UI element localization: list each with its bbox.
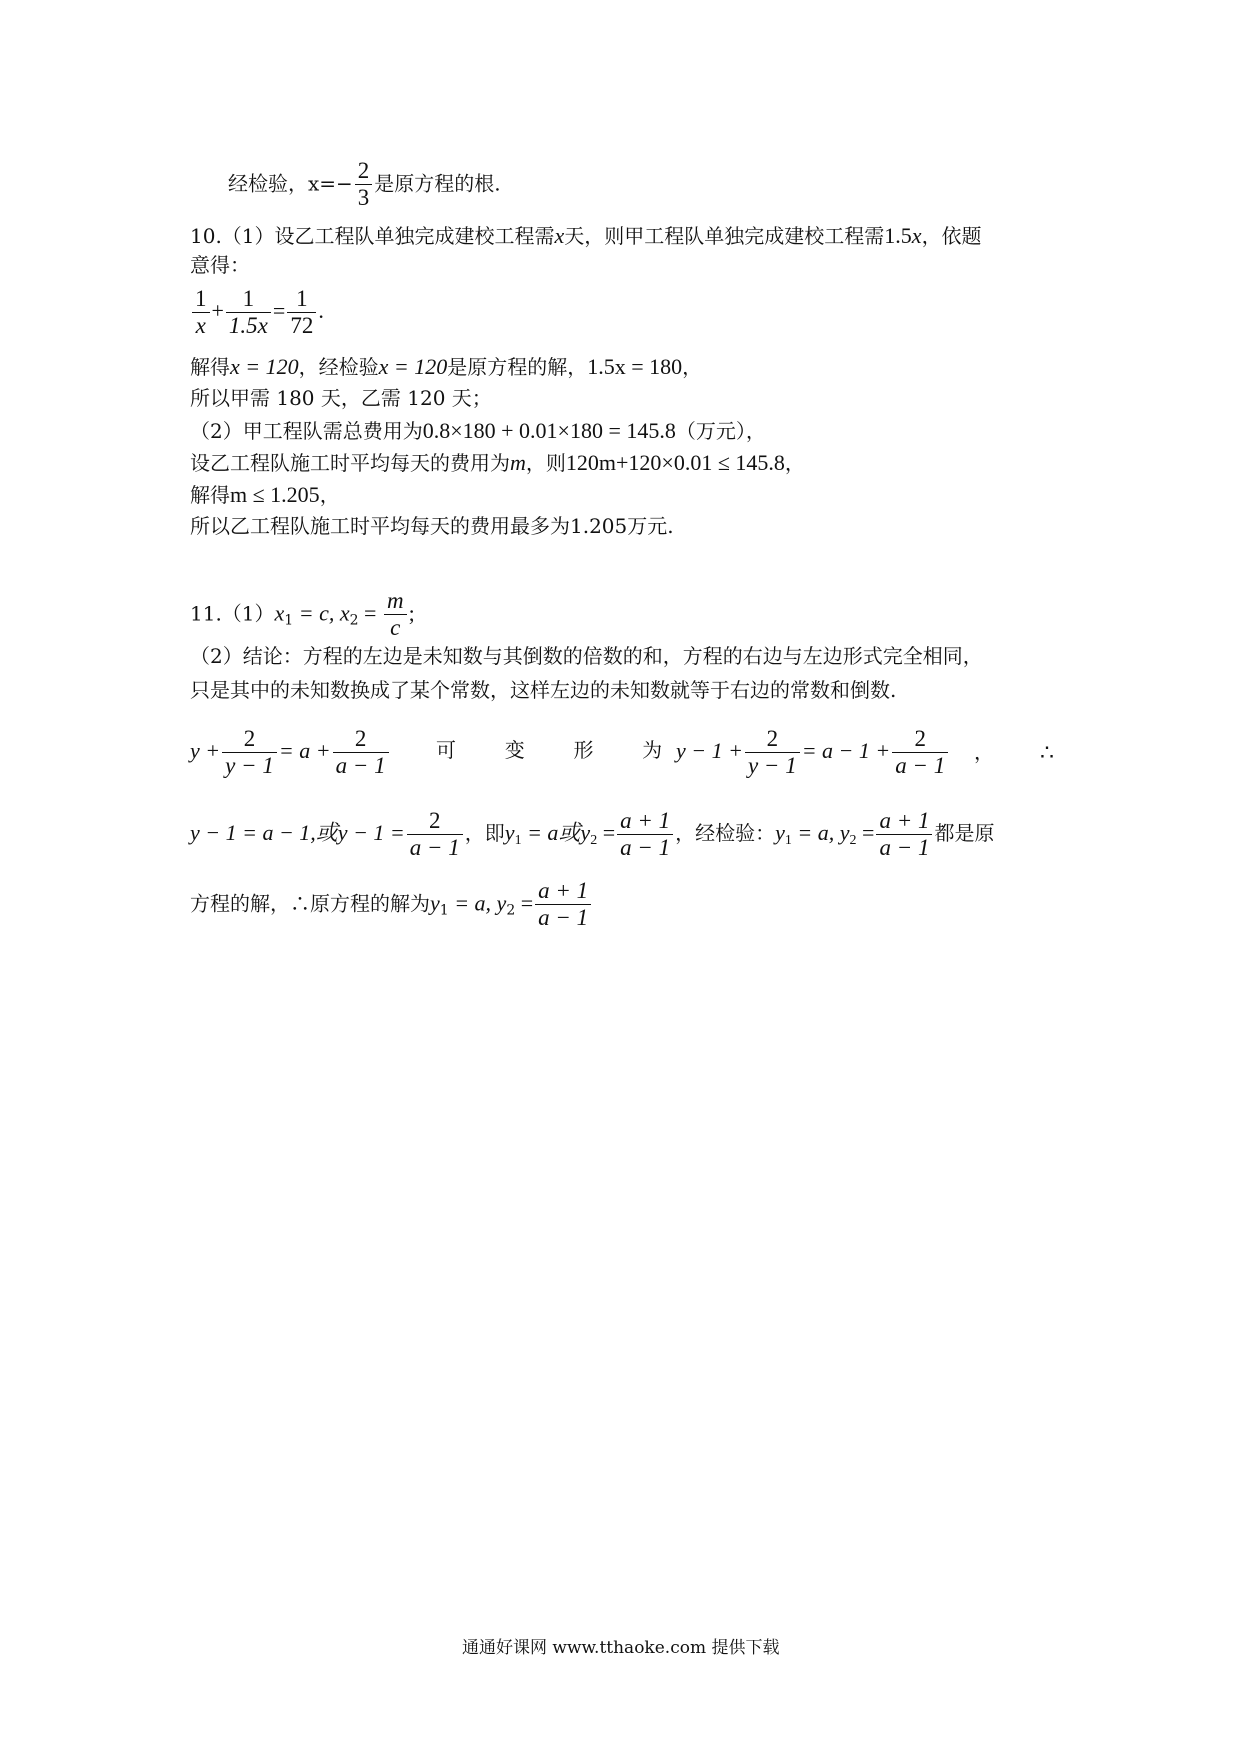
subscript: 1 (784, 832, 792, 848)
text: 是原方程的根. (374, 171, 501, 196)
text: 解得 (190, 355, 230, 379)
transform-result (676, 726, 950, 780)
text: 都是原 (934, 820, 995, 845)
denominator: a − 1 (333, 752, 389, 779)
text: 形 (573, 738, 594, 762)
solution-line-a (190, 808, 994, 862)
subscript: 1 (439, 902, 449, 919)
math: y − 1 = a − 1,或y − 1 = (190, 819, 405, 845)
text: ， (319, 483, 340, 507)
math: y (775, 819, 785, 845)
fraction (745, 726, 800, 780)
q10-intro-line-2 (190, 255, 250, 275)
math: y − 1 + (676, 737, 743, 763)
text: ，则 (525, 451, 566, 475)
part2-line-4 (190, 516, 674, 536)
conclusion-line-2 (190, 680, 896, 700)
text: 是原方程的解， (447, 355, 588, 379)
text: 只是其中的未知数换成了某个常数，这样左边的未知数就等于右边的常数和倒数. (190, 678, 897, 702)
numerator: a + 1 (879, 808, 930, 833)
solution-line-2 (190, 388, 492, 408)
text: 11.（1） (190, 601, 275, 626)
therefore-symbol (1040, 742, 1054, 764)
subscript: 2 (590, 832, 598, 848)
operator: + (211, 297, 224, 323)
fraction (192, 286, 210, 340)
numerator: a + 1 (538, 878, 589, 903)
equation-1 (190, 286, 324, 340)
part2-line-3 (190, 484, 340, 506)
transform-punct (974, 742, 994, 762)
subscript: 2 (349, 612, 359, 629)
text: 所以乙工程队施工时平均每天的费用最多为1.205万元. (190, 514, 674, 538)
denominator: y − 1 (222, 752, 277, 779)
subscript: 2 (849, 832, 857, 848)
denominator: y − 1 (745, 752, 800, 779)
math-var: m (510, 450, 526, 475)
part2-line-2 (190, 452, 805, 474)
fraction (333, 726, 389, 780)
numerator: 2 (914, 726, 927, 751)
math: 120m+120×0.01 ≤ 145.8 (565, 450, 785, 475)
footer-text: 通通好课网 www.tthaoke.com 提供下载 (462, 1638, 780, 1658)
math: m ≤ 1.205 (230, 482, 320, 507)
numerator: 1 (296, 286, 308, 311)
text: 设乙工程队施工时平均每天的费用为 (190, 451, 510, 475)
denominator: 72 (287, 312, 316, 339)
numerator: 2 (357, 158, 370, 183)
math: = c, x (293, 600, 350, 626)
operator: = (272, 297, 286, 323)
text: ，经检验 (298, 355, 379, 379)
math: = (515, 890, 534, 916)
numerator: 1 (195, 286, 207, 311)
math: x = 120 (230, 354, 299, 379)
transform-words (436, 740, 662, 760)
text: ，即 (464, 820, 505, 845)
text: 天，则甲工程队单独完成建校工程需 (564, 224, 885, 248)
text: （2）结论：方程的左边是未知数与其倒数的倍数的和，方程的右边与左边形式完全相同， (190, 644, 983, 668)
fraction (287, 286, 316, 340)
math: = (358, 600, 382, 626)
math: 1.5x = 180 (587, 354, 683, 379)
numerator: 1 (242, 286, 255, 311)
text: . (318, 297, 324, 323)
text: 意得： (190, 253, 250, 277)
math: = a + (278, 737, 331, 763)
fraction (535, 878, 591, 932)
text: （2）甲工程队需总费用为 (190, 419, 423, 443)
denominator: 3 (355, 184, 373, 211)
numerator: 2 (766, 726, 779, 751)
numerator: 2 (429, 808, 441, 833)
transform-line (190, 726, 391, 780)
math: x = 120 (378, 354, 448, 379)
fraction (222, 726, 277, 780)
text: ， (682, 355, 703, 379)
denominator: 1.5x (226, 312, 271, 339)
math: 1.5 (884, 223, 912, 248)
math-var: x (911, 223, 922, 248)
math-var: x (554, 223, 565, 248)
math: y (430, 890, 440, 916)
denominator: c (384, 614, 407, 641)
q10-intro-line (190, 225, 982, 247)
fraction (617, 808, 673, 862)
denominator: a − 1 (407, 834, 463, 861)
text: ， (974, 740, 994, 764)
fraction (407, 808, 463, 862)
page-footer (462, 1640, 779, 1657)
math: = a或y (521, 819, 591, 845)
text: 所以甲需 180 天，乙需 120 天； (190, 386, 492, 410)
denominator: a − 1 (617, 834, 673, 861)
numerator: 2 (354, 726, 367, 751)
text: 为 (642, 738, 663, 762)
text: ，经检验： (675, 820, 776, 845)
text: 可 (436, 738, 456, 762)
math: y + (190, 737, 221, 763)
text: ，依题 (921, 224, 982, 248)
subscript: 1 (284, 612, 294, 629)
math: y (504, 819, 515, 845)
check-root-line (228, 158, 501, 212)
numerator: a + 1 (620, 808, 671, 833)
fraction (384, 588, 407, 642)
text: 解得 (190, 483, 230, 507)
math: = a, y (448, 890, 507, 916)
math: = a, y (791, 819, 850, 845)
text: （万元）， (675, 419, 766, 443)
numerator: 2 (243, 726, 256, 751)
therefore-icon: ∴ (1040, 740, 1054, 765)
text: 变 (504, 738, 525, 762)
subscript: 1 (514, 832, 522, 848)
solution-line-1 (190, 356, 702, 378)
math: = (597, 819, 616, 845)
subscript: 2 (506, 902, 516, 919)
fraction (892, 726, 948, 780)
fraction (876, 808, 932, 862)
text: 10.（1）设乙工程队单独完成建校工程需 (190, 224, 555, 248)
math: ; (408, 600, 415, 626)
final-solution-line (190, 878, 593, 932)
text: 方程的解，∴原方程的解为 (190, 891, 430, 916)
denominator: x (192, 312, 210, 339)
math: = a − 1 + (801, 737, 891, 763)
math: 0.8×180 + 0.01×180 = 145.8 (422, 418, 676, 443)
fraction (355, 158, 373, 212)
text: 经检验，x=− (228, 171, 353, 196)
conclusion-line-1 (190, 646, 983, 666)
text: ， (784, 451, 805, 475)
q11-part1 (190, 588, 415, 642)
denominator: a − 1 (892, 752, 948, 779)
fraction (226, 286, 271, 340)
denominator: a − 1 (535, 904, 591, 931)
numerator: m (386, 588, 404, 613)
math: = (856, 819, 875, 845)
part2-line-1 (190, 420, 766, 442)
denominator: a − 1 (876, 834, 932, 861)
math: x (274, 600, 285, 626)
